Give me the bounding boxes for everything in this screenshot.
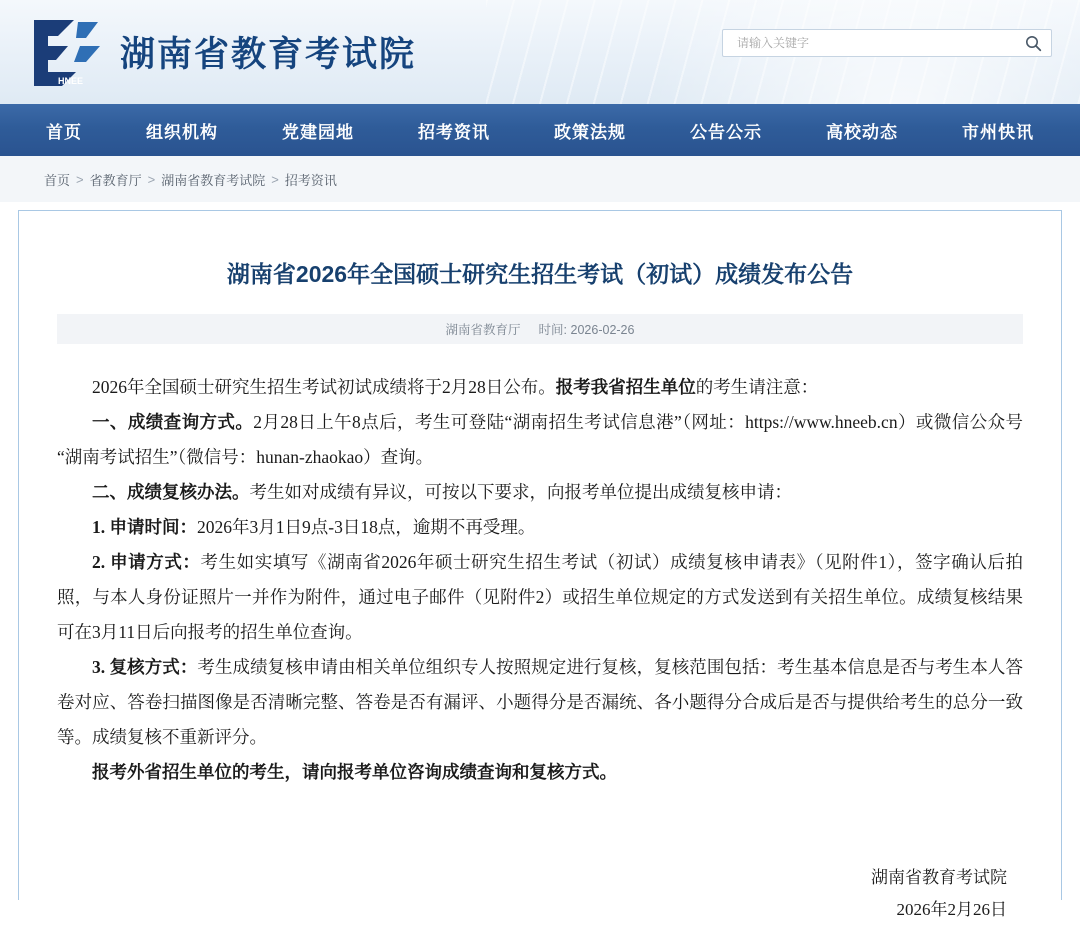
article-paragraph bbox=[57, 370, 1023, 405]
breadcrumb-separator: > bbox=[271, 171, 279, 187]
paragraph-text: 考生如实填写《湖南省2026年硕士研究生招生考试（初试）成绩复核申请表》（见附件1），签字确认后拍照，与本人身份证照片一并作为附件，通过电子邮件（见附件2）或招生单位规定的方式发送到有关招生单位。成绩复核结果可在3月11日后向报考的招生单位查询。 bbox=[57, 551, 1023, 642]
article-body bbox=[57, 370, 1023, 790]
page-title: 湖南省2026年全国硕士研究生招生考试（初试）成绩发布公告 bbox=[226, 261, 854, 287]
search-input[interactable] bbox=[735, 35, 1023, 51]
article-card bbox=[18, 210, 1062, 919]
paragraph-emphasis: 报考我省招生单位 bbox=[555, 376, 696, 397]
paragraph-emphasis: 1. 申请时间： bbox=[92, 516, 197, 537]
article-time-label: 时间: bbox=[538, 322, 568, 337]
article-time-value: 2026-02-26 bbox=[570, 322, 635, 337]
article-meta bbox=[57, 314, 1023, 344]
main-nav bbox=[0, 104, 1080, 156]
nav-item-home[interactable]: 首页 bbox=[46, 122, 82, 142]
site-brand[interactable] bbox=[28, 16, 416, 88]
paragraph-text: 2026年全国硕士研究生招生考试初试成绩将于2月28日公布。 bbox=[92, 376, 556, 397]
nav-item-party[interactable]: 党建园地 bbox=[282, 122, 354, 142]
nav-item-city-news[interactable]: 市州快讯 bbox=[962, 122, 1034, 142]
breadcrumb-item-3[interactable]: 招考资讯 bbox=[284, 172, 337, 188]
article-paragraph bbox=[57, 650, 1023, 755]
nav-item-exam-news[interactable]: 招考资讯 bbox=[418, 122, 490, 142]
signature-org: 湖南省教育考试院 bbox=[871, 867, 1007, 887]
nav-item-policy[interactable]: 政策法规 bbox=[554, 122, 626, 142]
paragraph-emphasis: 二、成绩复核办法。 bbox=[92, 481, 250, 502]
paragraph-text: 2026年3月1日9点-3日18点，逾期不再受理。 bbox=[197, 516, 536, 537]
paragraph-emphasis: 2. 申请方式： bbox=[92, 551, 201, 572]
site-header bbox=[0, 0, 1080, 104]
paragraph-emphasis: 报考外省招生单位的考生，请向报考单位咨询成绩查询和复核方式。 bbox=[92, 761, 617, 782]
article-paragraph bbox=[57, 510, 1023, 545]
article-paragraph bbox=[57, 545, 1023, 650]
article-signature bbox=[57, 862, 1023, 926]
paragraph-text: 考生成绩复核申请由相关单位组织专人按照规定进行复核，复核范围包括：考生基本信息是否与考生本人答卷对应、答卷扫描图像是否清晰完整、答卷是否有漏评、小题得分是否漏统、各小题得分合成后是否与提供给考生的总分一致等。成绩复核不重新评分。 bbox=[57, 656, 1023, 747]
site-title: 湖南省教育考试院 bbox=[120, 35, 417, 74]
article-source: 湖南省教育厅 bbox=[445, 322, 521, 337]
breadcrumb-item-2[interactable]: 湖南省教育考试院 bbox=[161, 172, 266, 188]
paragraph-text: 考生如对成绩有异议，可按以下要求，向报考单位提出成绩复核申请： bbox=[249, 481, 792, 502]
breadcrumb-separator: > bbox=[147, 171, 156, 187]
paragraph-text: 的考生请注意： bbox=[695, 376, 819, 397]
breadcrumb-item-1[interactable]: 省教育厅 bbox=[89, 172, 142, 188]
paragraph-emphasis: 3. 复核方式： bbox=[92, 656, 198, 677]
svg-text:HNEE: HNEE bbox=[58, 76, 84, 86]
breadcrumb-separator: > bbox=[76, 171, 84, 187]
signature-date: 2026年2月26日 bbox=[896, 899, 1007, 919]
paragraph-text: 2月28日上午8点后，考生可登陆“湖南招生考试信息港”（网址：https://www.hneeb.cn）或微信公众号“湖南考试招生”（微信号：hunan-zhaokao）查询。 bbox=[57, 411, 1024, 467]
hnee-logo-icon bbox=[28, 16, 104, 88]
breadcrumb-item-0[interactable]: 首页 bbox=[44, 172, 71, 188]
breadcrumb bbox=[0, 156, 1080, 202]
search-icon[interactable] bbox=[1023, 33, 1043, 53]
nav-item-university[interactable]: 高校动态 bbox=[826, 122, 898, 142]
paragraph-emphasis: 一、成绩查询方式。 bbox=[92, 411, 254, 432]
nav-item-org[interactable]: 组织机构 bbox=[146, 122, 218, 142]
article-paragraph bbox=[57, 475, 1023, 510]
search-box[interactable] bbox=[722, 29, 1052, 57]
article-paragraph bbox=[57, 755, 1023, 790]
article-paragraph bbox=[57, 405, 1023, 475]
nav-item-notice[interactable]: 公告公示 bbox=[690, 122, 762, 142]
article-time bbox=[539, 320, 635, 338]
